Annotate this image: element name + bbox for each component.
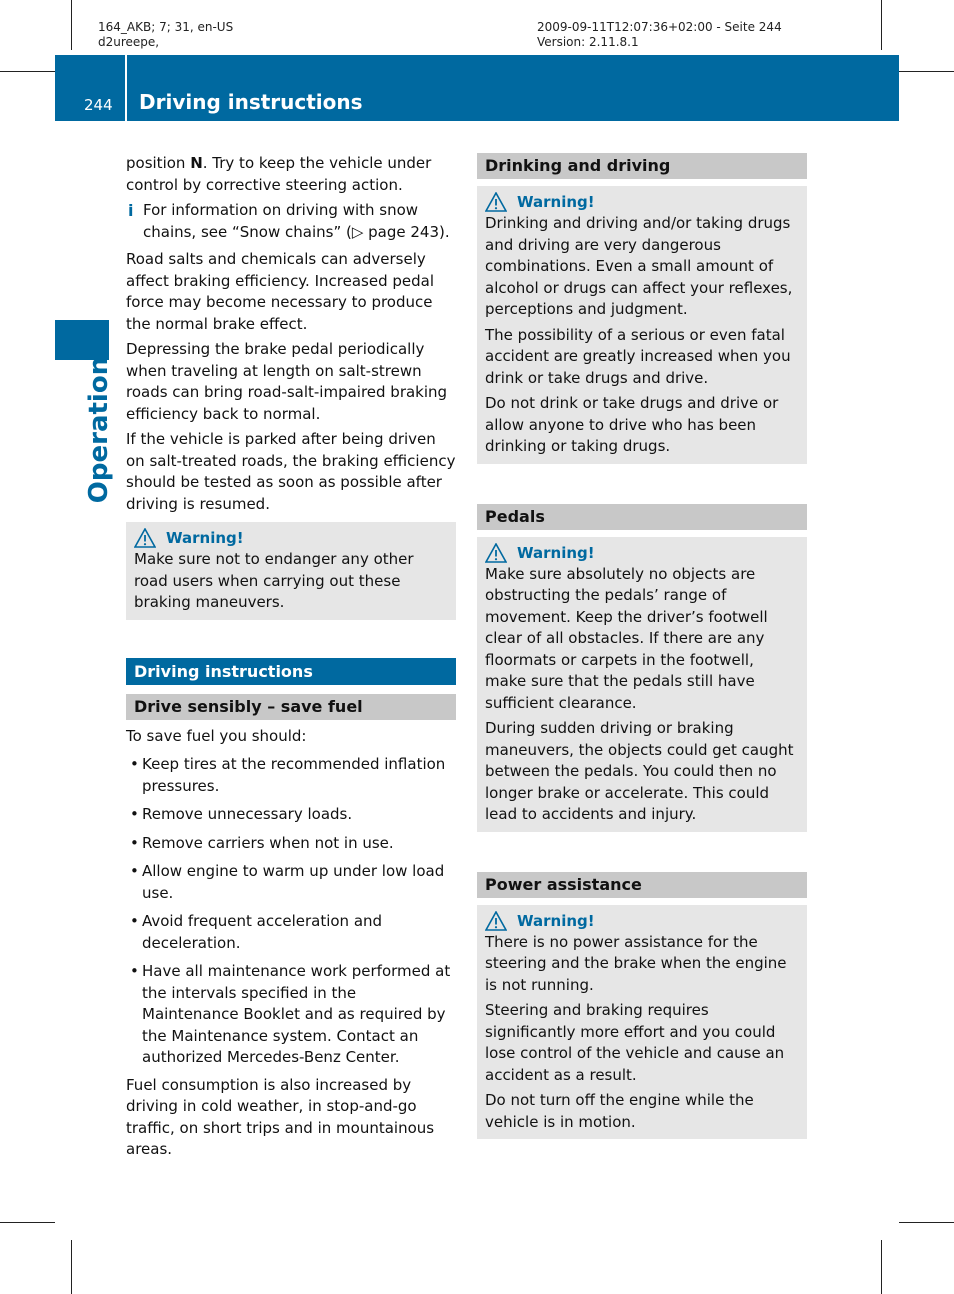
crop-mark [0, 71, 55, 72]
warning-text: Drinking and driving and/or taking drugs and driving are very dangerous combinations. Even a small amount of alcohol or drugs can affect your reflexes, perceptions and judgment. [485, 214, 793, 318]
left-column [126, 153, 456, 1165]
warning-title: Warning! [517, 193, 595, 211]
warning-title: Warning! [517, 543, 595, 562]
warning-text: During sudden driving or braking maneuvers, the objects could get caught between the pedals. You could then no longer brake or accelerate. This could lead to accidents and injury. [485, 719, 794, 823]
info-note [126, 200, 456, 243]
print-meta-line: 2009-09-11T12:07:36+02:00 - Seite 244 [537, 20, 782, 34]
right-column [477, 153, 807, 1139]
body-paragraph: Depressing the brake pedal periodically when traveling at length on salt-strewn roads can bring road-salt-impaired braking efficiency back to normal. [126, 340, 448, 423]
warning-triangle-icon [134, 528, 156, 548]
list-item-text: Keep tires at the recommended inflation pressures. [142, 755, 446, 795]
power-warning-box [477, 905, 807, 1140]
warning-box [126, 522, 456, 620]
list-item-text: Avoid frequent acceleration and deceleration. [142, 912, 383, 952]
header-divider [125, 55, 127, 121]
print-meta-line: 164_AKB; 7; 31, en-US [98, 20, 234, 34]
crop-mark [899, 1222, 954, 1223]
side-tab-marker [55, 320, 109, 360]
warning-title: Warning! [517, 911, 595, 930]
gear-position-n: N [190, 154, 203, 172]
warning-triangle-icon [485, 192, 507, 212]
list-item: • Avoid frequent acceleration and deceleration. [130, 912, 383, 952]
intro-text: . Try to keep the vehicle under control by corrective steering action. [126, 154, 432, 194]
pedals-heading: Pedals [477, 504, 807, 530]
warning-triangle-icon [485, 543, 507, 563]
closing-paragraph: Fuel consumption is also increased by driving in cold weather, in stop-and-go traffic, on short trips and in mountainous areas. [126, 1075, 435, 1158]
print-meta-right [537, 20, 782, 50]
warning-text: There is no power assistance for the steering and the brake when the engine is not running. [485, 932, 787, 994]
list-item-text: Remove unnecessary loads. [142, 805, 353, 823]
power-assistance-heading: Power assistance [477, 872, 807, 898]
subsection-heading: Drive sensibly – save fuel [126, 694, 456, 720]
section-heading: Driving instructions [126, 658, 456, 685]
print-meta-line: d2ureepe, [98, 35, 160, 49]
warning-title: Warning! [166, 529, 244, 547]
warning-text: Steering and braking requires significantly more effort and you could lose control of the vehicle and cause an accident as a result. [485, 1001, 785, 1084]
warning-header [485, 543, 799, 563]
list-item: • Remove carriers when not in use. [130, 833, 394, 852]
intro-paragraph [126, 153, 456, 196]
intro-text: position [126, 154, 191, 172]
print-meta-line: Version: 2.11.8.1 [537, 35, 639, 49]
crop-mark [71, 1240, 72, 1294]
page-number: 244 [84, 96, 113, 114]
list-item: • Remove unnecessary loads. [130, 805, 353, 823]
body-paragraph: Road salts and chemicals can adversely affect braking efficiency. Increased pedal force may become necessary to produce the normal brake effect. [126, 250, 434, 333]
warning-triangle-icon [485, 911, 507, 931]
warning-text: Do not drink or take drugs and drive or allow anyone to drive who has been drinking or taking drugs. [485, 394, 779, 455]
crop-mark [0, 1222, 55, 1223]
warning-text: The possibility of a serious or even fatal accident are greatly increased when you drink or take drugs and drive. [485, 325, 791, 387]
warning-text: Make sure not to endanger any other road users when carrying out these braking maneuvers. [134, 550, 414, 611]
warning-text: Do not turn off the engine while the vehicle is in motion. [485, 1091, 754, 1131]
list-item-text: Remove carriers when not in use. [142, 833, 394, 852]
warning-header [485, 192, 799, 212]
warning-header [134, 528, 448, 548]
crop-mark [881, 0, 882, 50]
fuel-tips-list [126, 754, 456, 1069]
list-item: • Keep tires at the recommended inflation pressures. [130, 755, 446, 795]
page-title: Driving instructions [139, 90, 363, 114]
list-item: • Allow engine to warm up under low load use. [130, 862, 445, 902]
drinking-heading: Drinking and driving [477, 153, 807, 179]
crop-mark [71, 0, 72, 50]
list-item-text: Allow engine to warm up under low load use. [142, 862, 445, 902]
list-item-text: Have all maintenance work performed at the intervals specified in the Maintenance Booklet and as required by the Maintenance system. Contact an authorized Mercedes-Benz Center. [142, 962, 451, 1066]
warning-text: Make sure absolutely no objects are obstructing the pedals’ range of movement. Keep the driver’s footwell clear of all obstacles. If there are any floormats or carpets in the footwell, make sure that the pedals still have sufficient clearance. [485, 564, 768, 712]
pedals-warning-box [477, 537, 807, 832]
info-text: For information on driving with snow chains, see “Snow chains” (▷ page 243). [143, 201, 450, 241]
list-item: • Have all maintenance work performed at the intervals specified in the Maintenance Booklet and as required by the Maintenance system. Contact an authorized Mercedes-Benz Center. [130, 962, 451, 1066]
crop-mark [899, 71, 954, 72]
chapter-side-label: Operation [84, 356, 114, 504]
list-intro: To save fuel you should: [126, 726, 307, 745]
info-icon: i [128, 201, 134, 220]
body-paragraph: If the vehicle is parked after being driven on salt-treated roads, the braking efficiency should be tested as soon as possible after driving is resumed. [126, 430, 456, 513]
warning-header [485, 911, 799, 931]
crop-mark [881, 1240, 882, 1294]
print-meta-left [98, 20, 233, 50]
drinking-warning-box [477, 186, 807, 464]
